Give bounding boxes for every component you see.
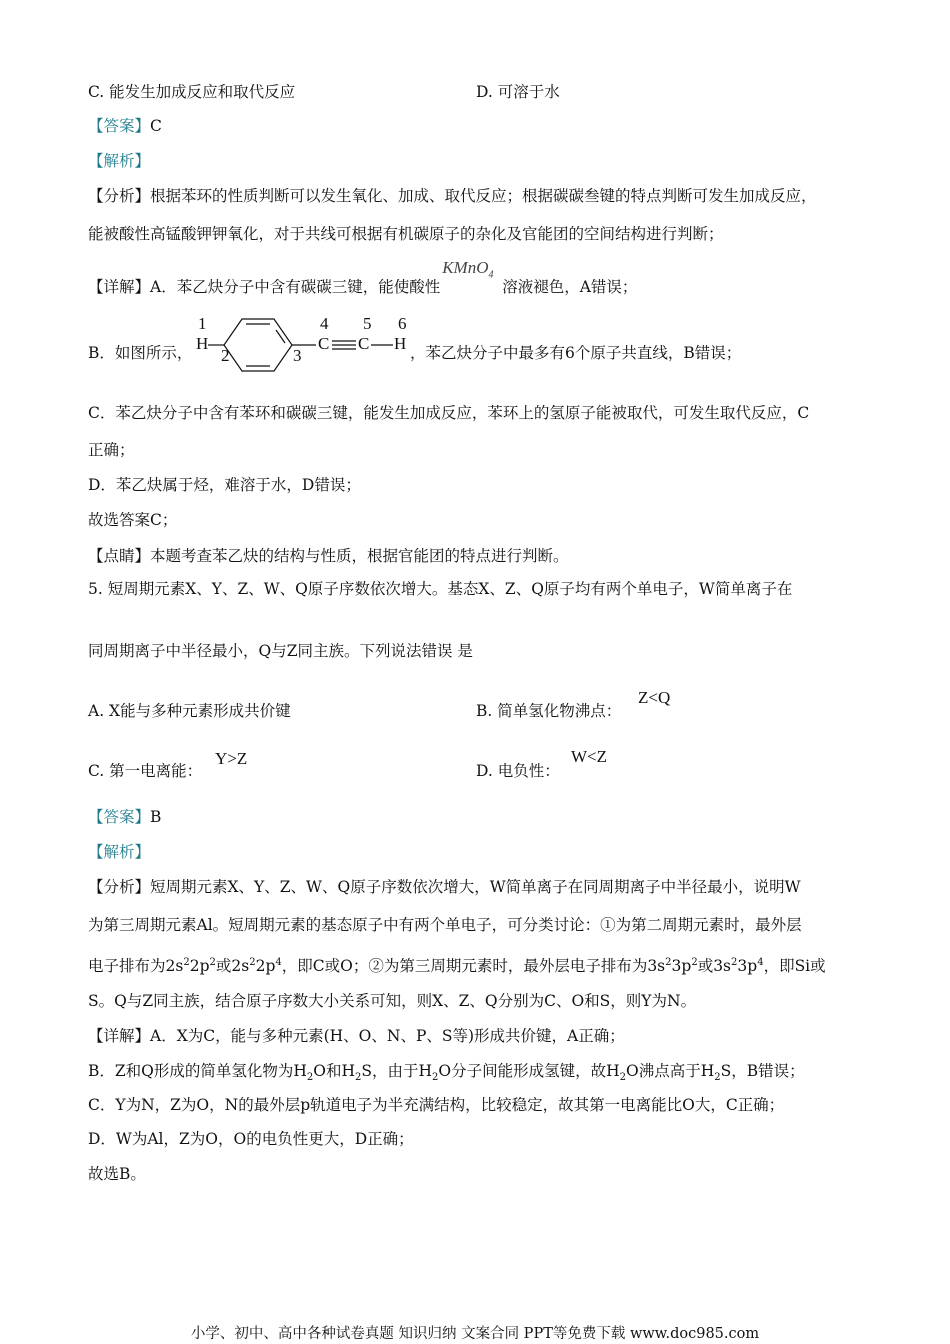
q4-detail-c-line2: 正确；: [88, 441, 135, 459]
atom-h-left: H: [196, 334, 209, 353]
page-footer: 小学、初中、高中各种试卷真题 知识归纳 文案合同 PPT等免费下载 www.doc985.com: [190, 1326, 760, 1342]
q4-conclusion: 故选答案C；: [88, 511, 178, 529]
q4-detail-d: D．苯乙炔属于烃，难溶于水，D错误；: [88, 476, 361, 494]
atom-label-6: 6: [398, 314, 407, 333]
q4-option-d: D. 可溶于水: [476, 83, 560, 101]
q4-analysis-tag: 【解析】: [88, 152, 151, 170]
q5-option-b: B. 简单氢化物沸点：: [476, 702, 622, 720]
q4-fenxi-line2: 能被酸性高锰酸钾钾氧化，对于共线可根据有机碳原子的杂化及官能团的空间结构进行判断；: [88, 225, 724, 243]
q5-fenxi-line3: 电子排布为$2s^22p^2$或$2s^22p^4$，即C或O；②为第三周期元素时，最外层电子排布为$3s^23p^2$或$3s^23p^4$，即Si或: [88, 957, 826, 976]
q5-detail-d: D．W为Al，Z为O，O的电负性更大，D正确；: [88, 1130, 414, 1148]
q4-fenxi-line1: 【分析】根据苯环的性质判断可以发生氧化、加成、取代反应；根据碳碳叁键的特点判断可发生加成反应，: [88, 187, 817, 205]
q5-option-c-formula: Y>Z: [215, 749, 248, 768]
q5-option-c: C. 第一电离能：: [88, 762, 203, 780]
atom-label-2: 2: [221, 346, 230, 365]
q5-option-d: D. 电负性：: [476, 762, 560, 780]
kmno4-formula: KMnO$_4$: [442, 258, 494, 281]
q4-option-c: C. 能发生加成反应和取代反应: [88, 83, 296, 101]
atom-label-3: 3: [293, 346, 302, 365]
q4-detail-c-line1: C．苯乙炔分子中含有苯环和碳碳三键，能发生加成反应，苯环上的氢原子能被取代，可发生取代反应，C: [88, 404, 810, 422]
atom-label-1: 1: [198, 314, 207, 333]
q5-detail-c: C．Y为N，Z为O，N的最外层p轨道电子为半充满结构，比较稳定，故其第一电离能比O大，C正确；: [88, 1096, 785, 1114]
atom-label-4: 4: [320, 314, 329, 333]
answer-value: C: [150, 117, 162, 135]
atom-c2: C: [358, 334, 370, 353]
q5-option-d-formula: W<Z: [571, 747, 608, 766]
atom-c1: C: [318, 334, 330, 353]
q4-dianjing: 【点睛】本题考查苯乙炔的结构与性质，根据官能团的特点进行判断。: [88, 547, 569, 565]
answer-tag: 【答案】: [88, 117, 151, 135]
q5-fenxi-line2: 为第三周期元素Al。短周期元素的基态原子中有两个单电子，可分类讨论：①为第二周期元素时，最外层: [88, 916, 802, 934]
q5-conclusion: 故选B。: [88, 1165, 146, 1183]
q5-fenxi-line4: S。Q与Z同主族，结合原子序数大小关系可知，则X、Z、Q分别为C、O和S，则Y为N。: [88, 992, 697, 1010]
q5-stem-line1: 5. 短周期元素X、Y、Z、W、Q原子序数依次增大。基态X、Z、Q原子均有两个单电子，W简单离子在: [88, 580, 793, 598]
q5-detail-a: 【详解】A．X为C，能与多种元素(H、O、N、P、S等)形成共价键，A正确；: [88, 1027, 625, 1045]
atom-h-right: H: [394, 334, 407, 353]
q4-detail-b-post: ，苯乙炔分子中最多有6个原子共直线，B错误；: [410, 344, 742, 362]
q5-option-b-formula: Z<Q: [638, 688, 671, 707]
atom-label-5: 5: [363, 314, 372, 333]
q5-stem-line2: 同周期离子中半径最小，Q与Z同主族。下列说法错误 是: [88, 642, 473, 660]
q5-option-a: A. X能与多种元素形成共价键: [88, 702, 291, 720]
phenylacetylene-structure: [190, 310, 412, 374]
q4-answer: [88, 115, 162, 137]
q5-analysis-tag: 【解析】: [88, 843, 151, 861]
q5-fenxi-line1: 【分析】短周期元素X、Y、Z、W、Q原子序数依次增大，W简单离子在同周期离子中半径最小，说明W: [88, 878, 801, 896]
q4-detail-a: 【详解】A．苯乙炔分子中含有碳碳三键，能使酸性 KMnO$_4$ 溶液褪色，A错误；: [88, 258, 638, 296]
q5-detail-b: B．Z和Q形成的简单氢化物为$H_2O$和$H_2S$，由于$H_2O$分子间能形成氢键，故$H_2O$沸点高于$H_2S$，B错误；: [88, 1062, 805, 1084]
q4-detail-b-pre: B．如图所示，: [88, 344, 193, 362]
q5-answer: 【答案】B: [88, 808, 162, 826]
